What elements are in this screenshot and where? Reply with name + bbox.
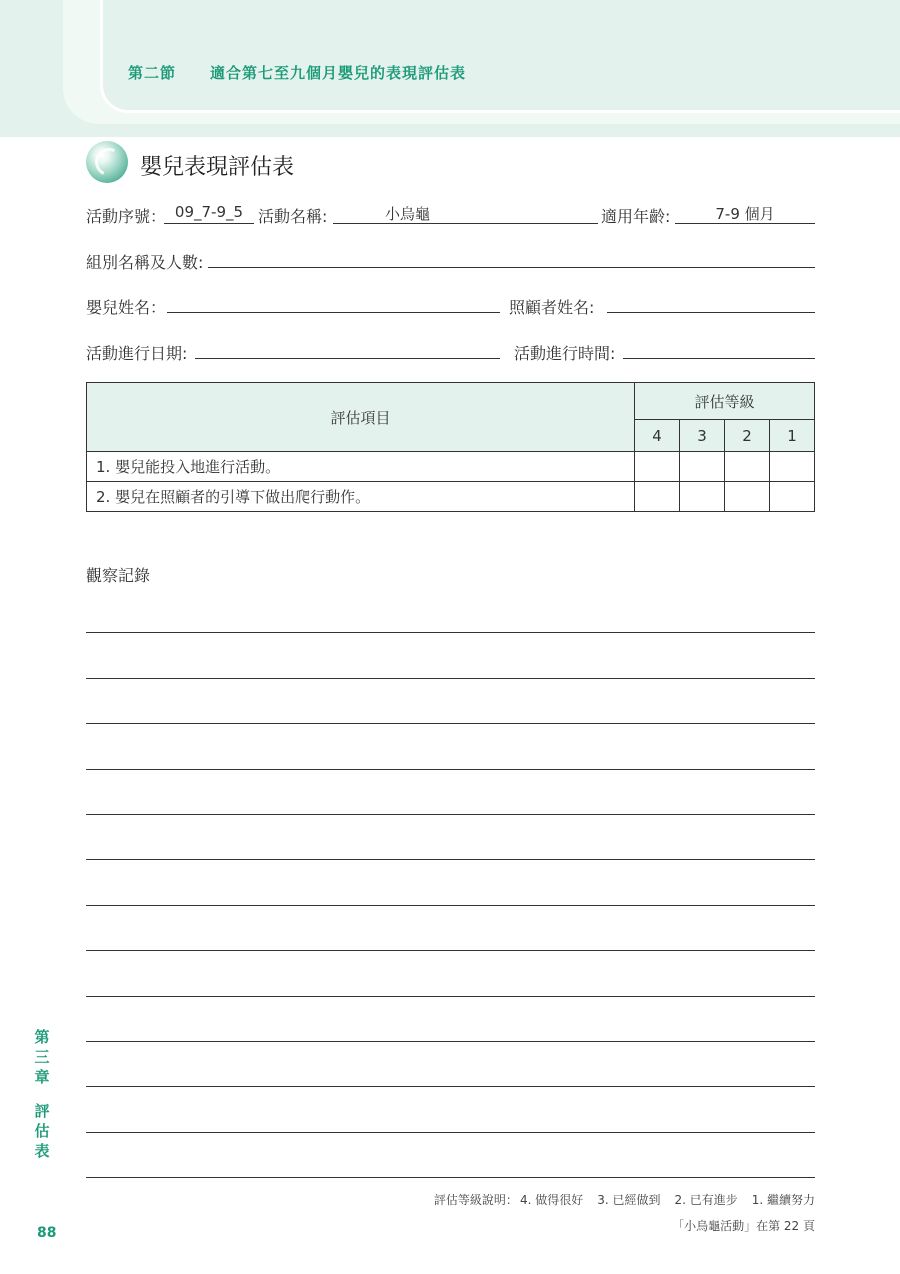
grade-legend bbox=[434, 1191, 815, 1208]
activity-name-label: 活動名稱: bbox=[258, 207, 328, 226]
baby-name-field[interactable] bbox=[167, 292, 500, 313]
grade-3-header: 3 bbox=[680, 420, 725, 452]
activity-name-value: 小烏龜 bbox=[385, 205, 431, 223]
grade-1-header: 1 bbox=[770, 420, 815, 452]
chapter-side-tab bbox=[33, 1027, 51, 1161]
grade-2-checkbox[interactable] bbox=[725, 452, 770, 482]
legend-entry: 4. 做得很好 bbox=[519, 1193, 584, 1207]
legend-prefix: 評估等級說明： bbox=[433, 1193, 518, 1207]
group-label: 組別名稱及人數: bbox=[86, 253, 204, 272]
header-panel bbox=[100, 0, 900, 113]
observation-line[interactable] bbox=[86, 678, 815, 679]
observation-line[interactable] bbox=[86, 905, 815, 906]
section-number: 第二節 bbox=[128, 64, 177, 82]
date-field[interactable] bbox=[195, 338, 500, 359]
observation-label: 觀察記錄 bbox=[86, 566, 151, 585]
observation-line[interactable] bbox=[86, 1086, 815, 1087]
assessment-table bbox=[86, 382, 815, 512]
chapter-name-char: 估 bbox=[34, 1122, 50, 1140]
activity-no-label: 活動序號： bbox=[86, 207, 167, 226]
time-label: 活動進行時間: bbox=[514, 344, 616, 363]
section-heading bbox=[128, 62, 466, 83]
observation-line[interactable] bbox=[86, 996, 815, 997]
grade-3-checkbox[interactable] bbox=[680, 482, 725, 512]
grade-1-checkbox[interactable] bbox=[770, 452, 815, 482]
chapter-name-char: 表 bbox=[34, 1142, 50, 1160]
legend-entry: 1. 繼續努力 bbox=[751, 1193, 815, 1207]
assessment-item: 2. 嬰兒在照顧者的引導下做出爬行動作。 bbox=[87, 482, 635, 512]
table-row bbox=[87, 482, 815, 512]
time-field[interactable] bbox=[623, 338, 815, 359]
legend-entry: 2. 已有進步 bbox=[674, 1193, 738, 1207]
carer-name-field[interactable] bbox=[607, 292, 815, 313]
observation-line[interactable] bbox=[86, 814, 815, 815]
item-column-header: 評估項目 bbox=[87, 383, 635, 452]
observation-line[interactable] bbox=[86, 1041, 815, 1042]
activity-name-field[interactable] bbox=[333, 203, 598, 224]
form-title: 嬰兒表現評估表 bbox=[140, 155, 295, 180]
section-title: 適合第七至九個月嬰兒的表現評估表 bbox=[210, 64, 467, 82]
observation-line[interactable] bbox=[86, 632, 815, 633]
group-field[interactable] bbox=[208, 247, 815, 268]
observation-line[interactable] bbox=[86, 1177, 815, 1178]
age-field[interactable]: 7-9 個月 bbox=[675, 203, 815, 224]
chapter-char: 三 bbox=[34, 1048, 50, 1066]
activity-no-field[interactable]: 09_7-9_5 bbox=[164, 203, 254, 224]
grade-2-checkbox[interactable] bbox=[725, 482, 770, 512]
grade-3-checkbox[interactable] bbox=[680, 452, 725, 482]
age-label: 適用年齡: bbox=[601, 207, 671, 226]
page-number: 88 bbox=[37, 1225, 57, 1241]
observation-line[interactable] bbox=[86, 769, 815, 770]
date-label: 活動進行日期: bbox=[86, 344, 188, 363]
chapter-char: 第 bbox=[34, 1028, 50, 1046]
grade-4-checkbox[interactable] bbox=[635, 482, 680, 512]
observation-line[interactable] bbox=[86, 950, 815, 951]
table-row bbox=[87, 452, 815, 482]
chapter-name-char: 評 bbox=[34, 1102, 50, 1120]
assessment-item: 1. 嬰兒能投入地進行活動。 bbox=[87, 452, 635, 482]
grade-4-checkbox[interactable] bbox=[635, 452, 680, 482]
legend-entry: 3. 已經做到 bbox=[597, 1193, 661, 1207]
table-header-row bbox=[87, 383, 815, 420]
observation-line[interactable] bbox=[86, 723, 815, 724]
grade-1-checkbox[interactable] bbox=[770, 482, 815, 512]
carer-name-label: 照顧者姓名: bbox=[509, 298, 595, 317]
baby-name-label: 嬰兒姓名： bbox=[86, 298, 167, 317]
chapter-char: 章 bbox=[34, 1068, 50, 1086]
observation-line[interactable] bbox=[86, 1132, 815, 1133]
grade-2-header: 2 bbox=[725, 420, 770, 452]
grade-4-header: 4 bbox=[635, 420, 680, 452]
bubble-icon bbox=[86, 141, 128, 183]
page-reference: 「小烏龜活動」在第 22 頁 bbox=[672, 1219, 815, 1233]
observation-line[interactable] bbox=[86, 859, 815, 860]
grade-column-header: 評估等級 bbox=[635, 383, 815, 420]
